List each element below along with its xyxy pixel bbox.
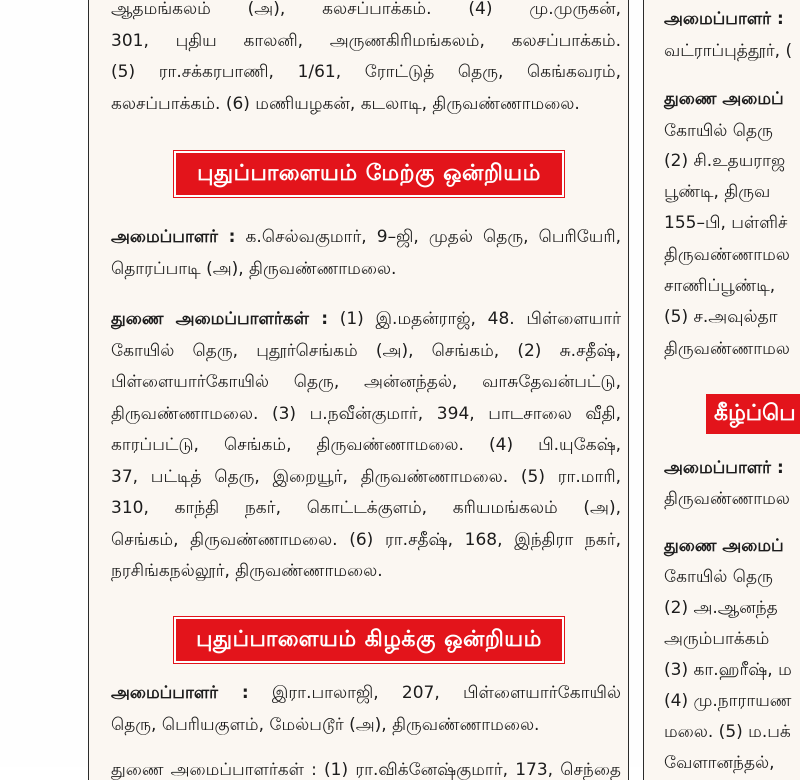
text-line: பூண்டி, திருவ xyxy=(664,182,771,202)
text-line: துணை அமைப்பாளர்கள் : (1) ரா.விக்னேஷ்குமார், 173, செந்தை xyxy=(111,760,621,780)
text-line: கோயில் தெரு xyxy=(664,121,773,141)
text-line: (2) சி.உதயராஜ xyxy=(664,151,786,171)
text-line: 301, புதிய காலனி, அருணகிரிமங்கலம், கலசப்பாக்கம். xyxy=(111,30,621,51)
text-line: (4) மு.நாராயண xyxy=(664,691,792,711)
text-line: (5) ரா.சக்கரபாணி, 1/61, ரோட்டுத் தெரு, கெங்கவரம், xyxy=(111,62,621,82)
text-line: பிள்ளையார்கோயில் தெரு, அன்னந்தல், வாசுதேவன்பட்டு, xyxy=(111,372,621,392)
text-line: செங்கம், திருவண்ணாமலை. (6) ரா.சதீஷ், 168, இந்திரா நகர், xyxy=(111,529,621,550)
text-line: கோயில் தெரு, புதூர்செங்கம் (அ), செங்கம், (2) சு.சதீஷ், xyxy=(111,340,621,361)
text-line: திருவண்ணாமல xyxy=(664,489,790,509)
text-line xyxy=(111,678,621,710)
text-line: 155–பி, பள்ளிச் xyxy=(664,213,788,233)
deputy-label: துணை அமைப் xyxy=(664,536,784,556)
section-heading-east: புதுப்பாளையம் கிழக்கு ஒன்றியம் xyxy=(174,617,564,663)
text-line: (5) ச.அவுல்தா xyxy=(664,307,778,327)
right-column xyxy=(643,0,800,780)
text-line: வட்ராப்புத்தூர், ( xyxy=(664,41,793,61)
text-line: (3) கா.ஹரீஷ், ம xyxy=(664,660,792,680)
text-line: திருவண்ணாமலை. (3) ப.நவீன்குமார், 394, பாடசாலை வீதி, xyxy=(111,403,621,424)
text-line: தெரு, பெரியகுளம், மேல்படூர் (அ), திருவண்ணாமலை. xyxy=(111,714,540,735)
text-line: 310, காந்தி நகர், கொட்டக்குளம், கரியமங்கலம் (அ), xyxy=(111,498,621,518)
text-line xyxy=(664,86,784,112)
deputy-text: (1) இ.மதன்ராஜ், 48. பிள்ளையார் xyxy=(328,309,621,329)
organiser-label: அமைப்பாளர் : xyxy=(664,9,784,29)
text-line: திருவண்ணாமல xyxy=(664,245,790,265)
organiser-label: அமைப்பாளர் : xyxy=(111,227,236,247)
organiser-text: இரா.பாலாஜி, 207, பிள்ளையார்கோயில் xyxy=(248,683,621,703)
organiser-paragraph-west xyxy=(111,222,621,285)
text-line xyxy=(664,455,784,481)
organiser-label: அமைப்பாளர் : xyxy=(111,683,249,703)
deputy-paragraph-west xyxy=(111,304,621,588)
intro-paragraph xyxy=(111,0,621,120)
section-heading-right: கீழ்ப்பெ xyxy=(706,394,800,434)
text-line: திருவண்ணாமல xyxy=(664,339,790,359)
deputy-label: துணை அமைப்பாளர்கள் : xyxy=(111,309,328,329)
text-line xyxy=(664,533,784,559)
text-line: வேளானந்தல், xyxy=(664,753,775,773)
text-line: சாணிப்பூண்டி, xyxy=(664,276,776,296)
text-line: கலசப்பாக்கம். (6) மணியழகன், கடலாடி, திருவண்ணாமலை. xyxy=(111,93,580,114)
text-line: நரசிங்கநல்லூர், திருவண்ணாமலை. xyxy=(111,561,383,581)
deputy-label: துணை அமைப் xyxy=(664,89,784,109)
text-line xyxy=(111,222,621,254)
text-line: கோயில் தெரு xyxy=(664,567,773,587)
text-line: 37, பட்டித் தெரு, இறையூர், திருவண்ணாமலை. (5) ரா.மாரி, xyxy=(111,466,621,487)
text-line xyxy=(664,6,784,32)
left-column xyxy=(88,0,629,780)
text-line: தொரப்பாடி (அ), திருவண்ணாமலை. xyxy=(111,258,397,279)
text-line: ஆதமங்கலம் (அ), கலசப்பாக்கம். (4) மு.முருகன், xyxy=(111,0,621,19)
text-line: அரும்பாக்கம் xyxy=(664,629,770,649)
text-line: (2) அ.ஆனந்த xyxy=(664,598,778,618)
organiser-label: அமைப்பாளர் : xyxy=(664,458,784,478)
text-line xyxy=(111,304,621,336)
organiser-text: க.செல்வகுமார், 9–ஜி, முதல் தெரு, பெரியேரி, xyxy=(235,227,621,247)
text-line: காரப்பட்டு, செங்கம், திருவண்ணாமலை. (4) பி.யுகேஷ், xyxy=(111,435,621,455)
organiser-paragraph-east xyxy=(111,678,621,780)
text-line: மலை. (5) ம.பக் xyxy=(664,722,791,742)
section-heading-west: புதுப்பாளையம் மேற்கு ஒன்றியம் xyxy=(174,151,564,197)
